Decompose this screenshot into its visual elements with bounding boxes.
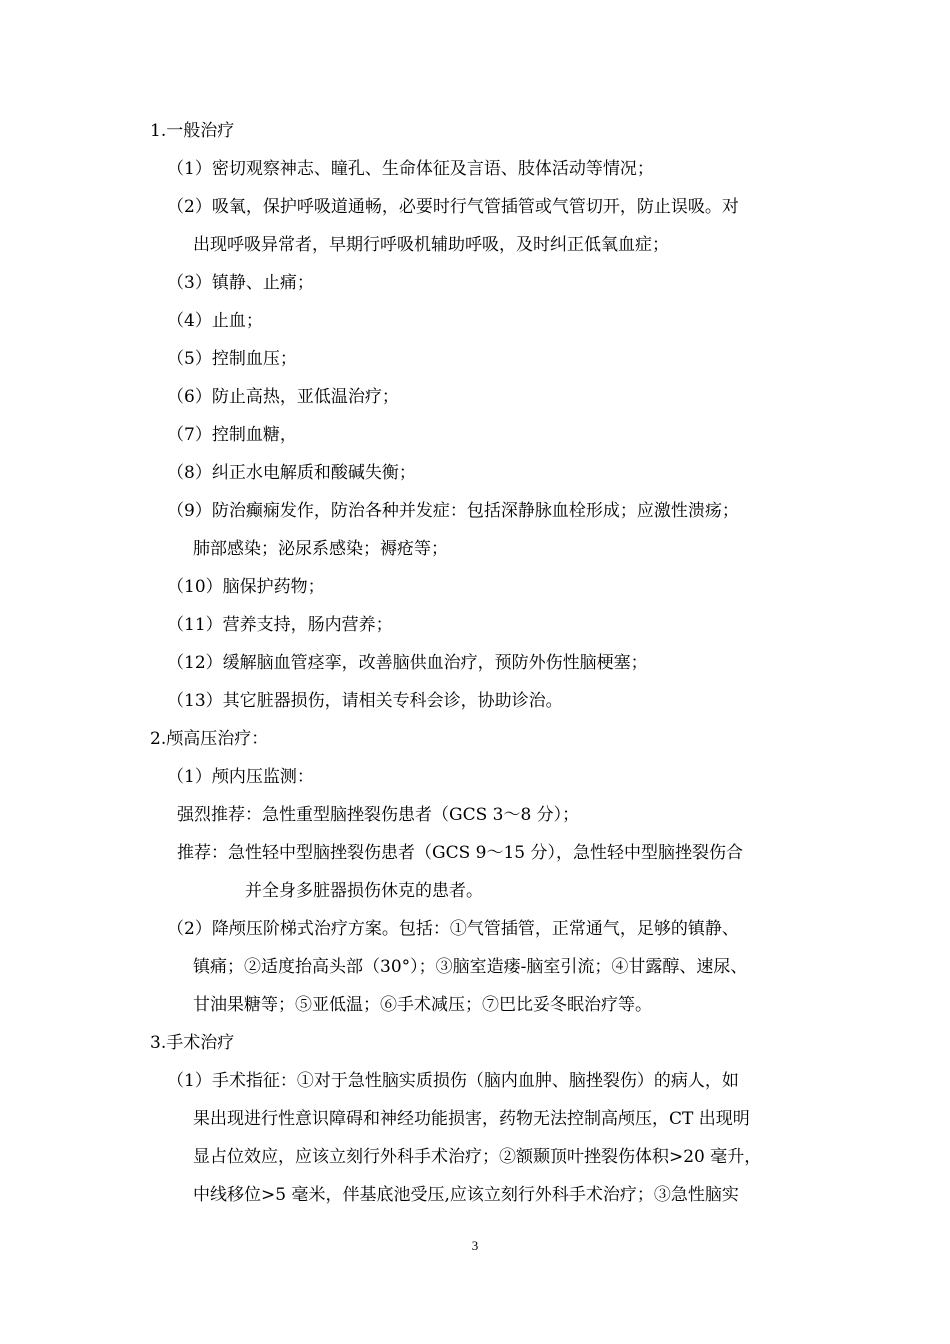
text-line: （13）其它脏器损伤，请相关专科会诊，协助诊治。: [167, 691, 563, 711]
text-line: 推荐：急性轻中型脑挫裂伤患者（GCS 9～15 分），急性轻中型脑挫裂伤合: [177, 843, 743, 863]
text-line: 出现呼吸异常者，早期行呼吸机辅助呼吸，及时纠正低氧血症；: [193, 235, 669, 255]
text-line: 镇痛；②适度抬高头部（30°）；③脑室造瘘-脑室引流；④甘露醇、速尿、: [193, 957, 748, 977]
text-line: （9）防治癫痫发作，防治各种并发症：包括深静脉血栓形成；应激性溃疡；: [167, 501, 739, 521]
text-line: （2）吸氧，保护呼吸道通畅，必要时行气管插管或气管切开，防止误吸。对: [167, 197, 739, 217]
text-line: （1）颅内压监测：: [167, 767, 314, 787]
text-line: 并全身多脏器损伤休克的患者。: [245, 881, 483, 901]
text-line: （5）控制血压；: [167, 349, 297, 369]
text-line: （7）控制血糖，: [167, 425, 297, 445]
text-line: （10）脑保护药物；: [167, 577, 325, 597]
text-line: （4）止血；: [167, 311, 263, 331]
section-heading-general-treatment: 1.一般治疗: [150, 121, 235, 141]
text-line: 肺部感染；泌尿系感染；褥疮等；: [193, 539, 448, 559]
text-line: 果出现进行性意识障碍和神经功能损害，药物无法控制高颅压，CT 出现明: [193, 1109, 750, 1129]
section-heading-surgical-treatment: 3.手术治疗: [150, 1033, 235, 1053]
text-line: （8）纠正水电解质和酸碱失衡；: [167, 463, 416, 483]
text-line: （2）降颅压阶梯式治疗方案。包括：①气管插管，正常通气，足够的镇静、: [167, 919, 739, 939]
text-line: （11）营养支持，肠内营养；: [167, 615, 393, 635]
text-line: （6）防止高热，亚低温治疗；: [167, 387, 399, 407]
text-line: 显占位效应，应该立刻行外科手术治疗；②额颞顶叶挫裂伤体积>20 毫升，: [193, 1147, 762, 1167]
text-line: 甘油果糖等；⑤亚低温；⑥手术减压；⑦巴比妥冬眠治疗等。: [193, 995, 652, 1015]
section-heading-intracranial-pressure: 2.颅高压治疗：: [150, 729, 269, 749]
page-number: 3: [471, 1238, 479, 1253]
text-line: （3）镇静、止痛；: [167, 273, 314, 293]
text-line: （12）缓解脑血管痉挛，改善脑供血治疗，预防外伤性脑梗塞；: [167, 653, 648, 673]
text-line: （1）手术指征：①对于急性脑实质损伤（脑内血肿、脑挫裂伤）的病人，如: [167, 1071, 739, 1091]
text-line: （1）密切观察神志、瞳孔、生命体征及言语、肢体活动等情况；: [167, 159, 654, 179]
text-line: 中线移位>5 毫米，伴基底池受压,应该立刻行外科手术治疗；③急性脑实: [193, 1185, 739, 1205]
text-line: 强烈推荐：急性重型脑挫裂伤患者（GCS 3～8 分）；: [177, 805, 580, 825]
